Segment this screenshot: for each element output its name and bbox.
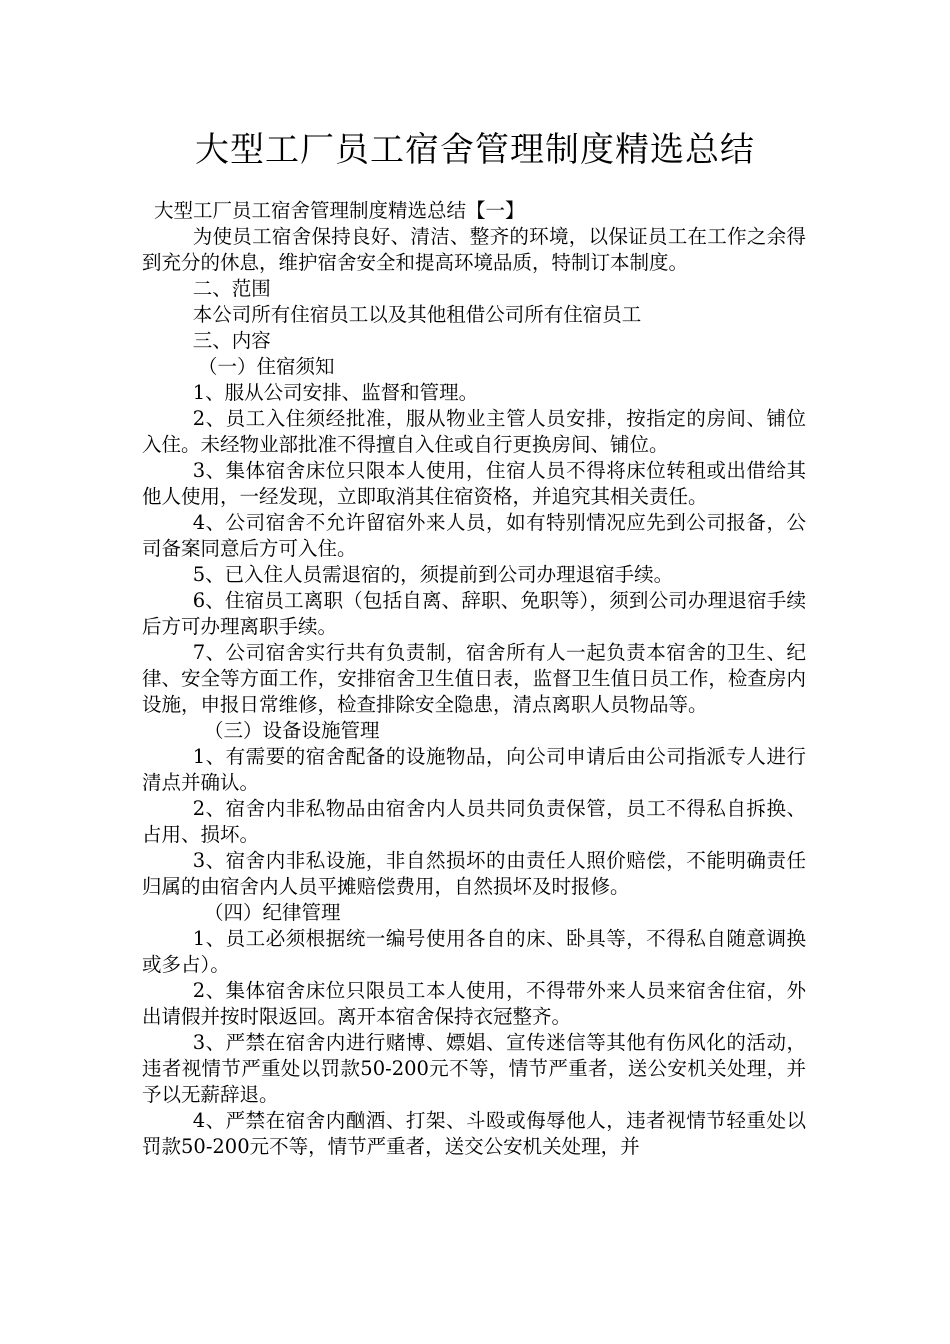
paragraph-scope: 本公司所有住宿员工以及其他租借公司所有住宿员工 bbox=[192, 303, 642, 326]
paragraph-item: 1、服从公司安排、监督和管理。 bbox=[192, 381, 479, 404]
subsection-heading-lodging: （一）住宿须知 bbox=[198, 355, 335, 378]
paragraph-item: 2、宿舍内非私物品由宿舍内人员共同负责保管，员工不得私自拆换、占用、损坏。 bbox=[142, 797, 806, 846]
subsection-heading-facilities: （三）设备设施管理 bbox=[204, 719, 380, 742]
paragraph-item: 1、员工必须根据统一编号使用各自的床、卧具等，不得私自随意调换或多占）。 bbox=[142, 927, 806, 976]
paragraph-item: 3、集体宿舍床位只限本人使用，住宿人员不得将床位转租或出借给其他人使用，一经发现，立即取消其住宿资格，并追究其相关责任。 bbox=[142, 459, 806, 508]
paragraph-item: 1、有需要的宿舍配备的设施物品，向公司申请后由公司指派专人进行清点并确认。 bbox=[142, 745, 806, 794]
paragraph-item: 2、员工入住须经批准，服从物业主管人员安排，按指定的房间、铺位入住。未经物业部批准不得擅自入住或自行更换房间、铺位。 bbox=[142, 407, 806, 456]
paragraph-item: 3、严禁在宿舍内进行赌博、嫖娼、宣传迷信等其他有伤风化的活动，违者视情节严重处以罚款50-200元不等，情节严重者，送公安机关处理，并予以无薪辞退。 bbox=[142, 1031, 806, 1106]
paragraph-item: 3、宿舍内非私设施，非自然损坏的由责任人照价赔偿，不能明确责任归属的由宿舍内人员平摊赔偿费用，自然损坏及时报修。 bbox=[142, 849, 806, 898]
paragraph-item: 6、住宿员工离职（包括自离、辞职、免职等），须到公司办理退宿手续后方可办理离职手续。 bbox=[142, 589, 806, 638]
paragraph-item: 4、公司宿舍不允许留宿外来人员，如有特别情况应先到公司报备，公司备案同意后方可入住。 bbox=[142, 511, 806, 560]
document-body bbox=[142, 198, 806, 1160]
paragraph-item: 4、严禁在宿舍内酗酒、打架、斗殴或侮辱他人，违者视情节轻重处以罚款50-200元不等，情节严重者，送交公安机关处理，并 bbox=[142, 1109, 806, 1158]
section-heading-scope: 二、范围 bbox=[192, 277, 271, 300]
document-title: 大型工厂员工宿舍管理制度精选总结 bbox=[195, 130, 755, 170]
paragraph-item: 2、集体宿舍床位只限员工本人使用，不得带外来人员来宿舍住宿，外出请假并按时限返回。离开本宿舍保持衣冠整齐。 bbox=[142, 979, 806, 1028]
section-heading-content: 三、内容 bbox=[192, 329, 271, 352]
subsection-heading-discipline: （四）纪律管理 bbox=[204, 901, 341, 924]
document-subtitle: 大型工厂员工宿舍管理制度精选总结【一】 bbox=[154, 199, 525, 222]
paragraph-item: 5、已入住人员需退宿的，须提前到公司办理退宿手续。 bbox=[192, 563, 674, 586]
paragraph-item: 7、公司宿舍实行共有负责制，宿舍所有人一起负责本宿舍的卫生、纪律、安全等方面工作，安排宿舍卫生值日表，监督卫生值日员工作，检查房内设施，申报日常维修，检查排除安全隐患，清点离职人员物品等。 bbox=[142, 641, 806, 716]
paragraph-purpose: 为使员工宿舍保持良好、清洁、整齐的环境，以保证员工在工作之余得到充分的休息，维护宿舍安全和提高环境品质，特制订本制度。 bbox=[142, 225, 806, 274]
